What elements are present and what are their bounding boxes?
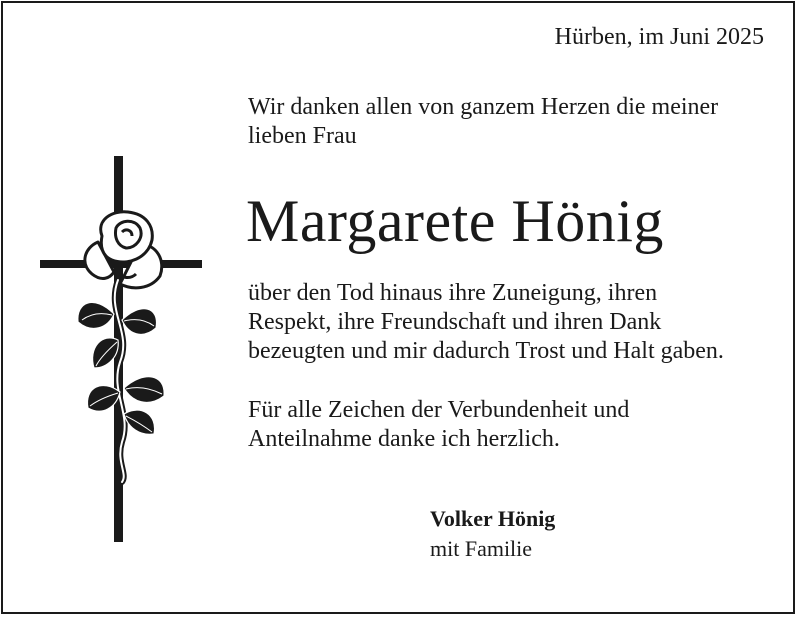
deceased-name: Margarete Hönig: [246, 188, 664, 254]
body-line-2: Respekt, ihre Freundschaft und ihren Dank: [248, 309, 662, 335]
leaf: [122, 309, 157, 335]
intro-line-2: lieben Frau: [248, 123, 357, 149]
thanks-line-2: Anteilnahme danke ich herzlich.: [248, 426, 560, 452]
leaf: [78, 302, 114, 328]
cross-with-rose-icon: [36, 152, 206, 544]
date-line: Hürben, im Juni 2025: [554, 24, 764, 50]
body-text: [248, 279, 788, 366]
leaf: [124, 377, 164, 403]
intro-text: [248, 93, 788, 151]
signature-name: Volker Hönig: [430, 506, 556, 531]
signature-family: mit Familie: [430, 536, 533, 561]
thanks-text: [248, 396, 788, 454]
intro-line-1: Wir danken allen von ganzem Herzen die meiner: [248, 94, 719, 120]
body-line-1: über den Tod hinaus ihre Zuneigung, ihren: [248, 280, 658, 306]
body-line-3: bezeugten und mir dadurch Trost und Halt gaben.: [248, 338, 724, 364]
rose-petal: [115, 221, 141, 248]
thanks-line-1: Für alle Zeichen der Verbundenheit und: [248, 397, 630, 423]
